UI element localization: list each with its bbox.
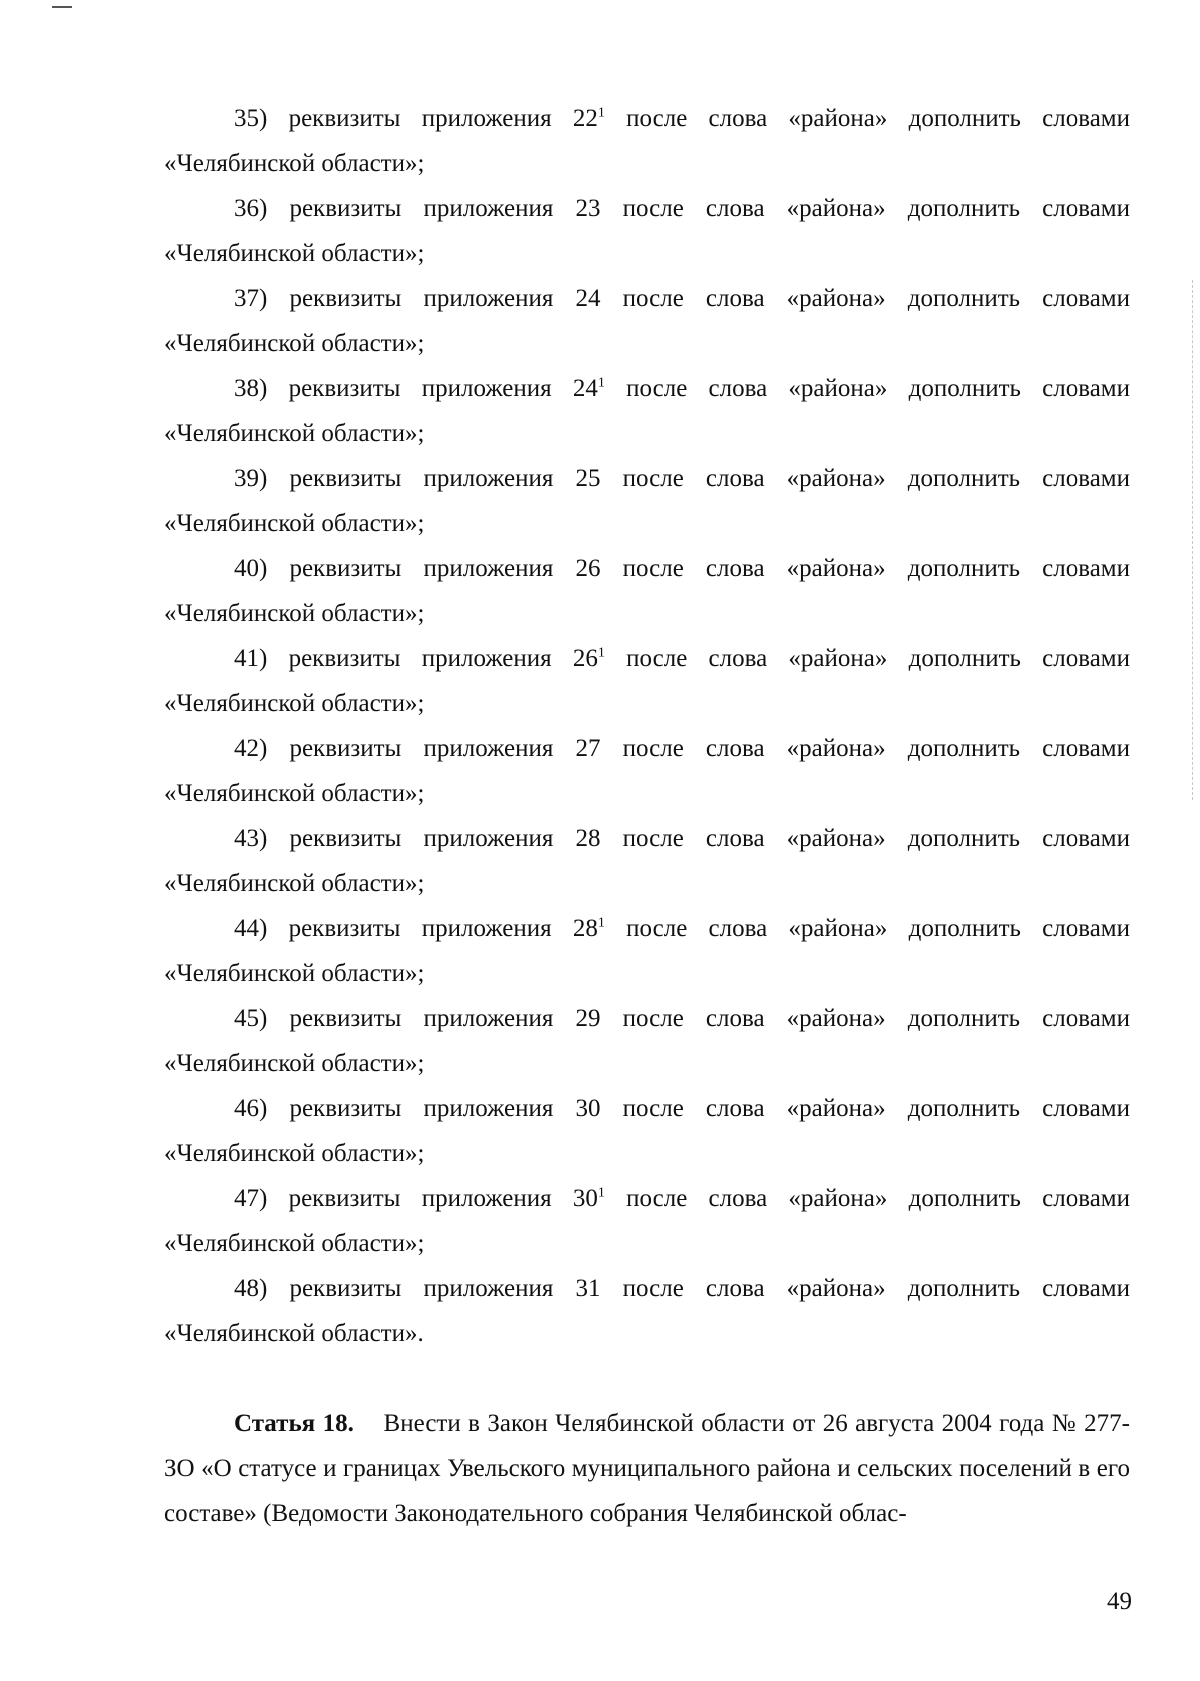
item-text-start: реквизиты приложения 27 xyxy=(289,735,601,762)
item-text-end: после слова «района» дополнить словами «Челябинской области»; xyxy=(164,465,1131,537)
list-item xyxy=(164,276,1130,366)
item-number: 37) xyxy=(234,285,268,312)
list-item xyxy=(164,906,1130,996)
item-text-start: реквизиты приложения 30 xyxy=(288,1185,598,1212)
item-text-start: реквизиты приложения 25 xyxy=(289,465,601,492)
item-number: 43) xyxy=(234,825,268,852)
item-number: 48) xyxy=(234,1275,268,1302)
list-item xyxy=(164,546,1130,636)
list-item xyxy=(164,816,1130,906)
list-item xyxy=(164,1086,1130,1176)
item-text-end: после слова «района» дополнить словами «Челябинской области»; xyxy=(164,825,1131,897)
item-number: 42) xyxy=(234,735,268,762)
item-text-end: после слова «района» дополнить словами «Челябинской области»; xyxy=(164,915,1131,987)
item-text-end: после слова «района» дополнить словами «Челябинской области»; xyxy=(164,1185,1131,1257)
article-text: Внести в Закон Челябинской области от 26 августа 2004 года № 277-ЗО «О статусе и границах Увельского муниципального района и сельских поселений в его составе» (Ведомости Законодательного собрания Челябинской облас- xyxy=(164,1410,1130,1527)
item-text-start: реквизиты приложения 26 xyxy=(289,555,601,582)
item-text-start: реквизиты приложения 28 xyxy=(289,825,601,852)
item-number: 47) xyxy=(234,1185,268,1212)
list-item xyxy=(164,456,1130,546)
item-text-start: реквизиты приложения 24 xyxy=(289,285,601,312)
list-item xyxy=(164,1266,1130,1356)
list-item xyxy=(164,636,1130,726)
list-item xyxy=(164,726,1130,816)
list-item xyxy=(164,366,1130,456)
item-number: 44) xyxy=(234,915,268,942)
item-text-end: после слова «района» дополнить словами «Челябинской области»; xyxy=(164,555,1131,627)
list-item xyxy=(164,996,1130,1086)
item-text-end: после слова «района» дополнить словами «Челябинской области»; xyxy=(164,1005,1131,1077)
item-number: 36) xyxy=(234,195,268,222)
list-item xyxy=(164,186,1130,276)
item-superscript: 1 xyxy=(597,645,605,661)
item-text-end: после слова «района» дополнить словами «Челябинской области»; xyxy=(164,285,1131,357)
article-title: Статья 18. xyxy=(234,1410,354,1437)
item-superscript: 1 xyxy=(597,375,605,391)
item-text-end: после слова «района» дополнить словами «Челябинской области»; xyxy=(164,105,1131,177)
item-text-end: после слова «района» дополнить словами «Челябинской области»; xyxy=(164,1095,1131,1167)
item-text-start: реквизиты приложения 28 xyxy=(288,915,598,942)
item-number: 38) xyxy=(234,375,268,402)
item-text-end: после слова «района» дополнить словами «Челябинской области»; xyxy=(164,375,1131,447)
item-number: 46) xyxy=(234,1095,268,1122)
item-text-start: реквизиты приложения 23 xyxy=(289,195,601,222)
page-number: 49 xyxy=(1107,1588,1132,1615)
scan-artifact-mark xyxy=(52,6,72,8)
item-number: 35) xyxy=(234,105,268,132)
item-text-start: реквизиты приложения 22 xyxy=(288,105,598,132)
item-number: 41) xyxy=(234,645,268,672)
list-item xyxy=(164,96,1130,186)
document-body xyxy=(164,96,1130,1561)
item-text-start: реквизиты приложения 30 xyxy=(289,1095,601,1122)
article-paragraph xyxy=(164,1401,1130,1536)
scan-edge-artifact xyxy=(1192,280,1193,800)
amendment-list xyxy=(164,96,1130,1356)
item-number: 39) xyxy=(234,465,268,492)
item-text-end: после слова «района» дополнить словами «Челябинской области». xyxy=(164,1275,1131,1347)
item-number: 40) xyxy=(234,555,268,582)
item-superscript: 1 xyxy=(597,1185,605,1201)
list-item xyxy=(164,1176,1130,1266)
item-text-end: после слова «района» дополнить словами «Челябинской области»; xyxy=(164,195,1131,267)
item-text-start: реквизиты приложения 29 xyxy=(289,1005,601,1032)
item-superscript: 1 xyxy=(597,105,605,121)
item-text-end: после слова «района» дополнить словами «Челябинской области»; xyxy=(164,735,1131,807)
item-text-end: после слова «района» дополнить словами «Челябинской области»; xyxy=(164,645,1131,717)
item-text-start: реквизиты приложения 31 xyxy=(289,1275,601,1302)
item-text-start: реквизиты приложения 24 xyxy=(288,375,598,402)
item-number: 45) xyxy=(234,1005,268,1032)
item-text-start: реквизиты приложения 26 xyxy=(288,645,598,672)
item-superscript: 1 xyxy=(597,915,605,931)
